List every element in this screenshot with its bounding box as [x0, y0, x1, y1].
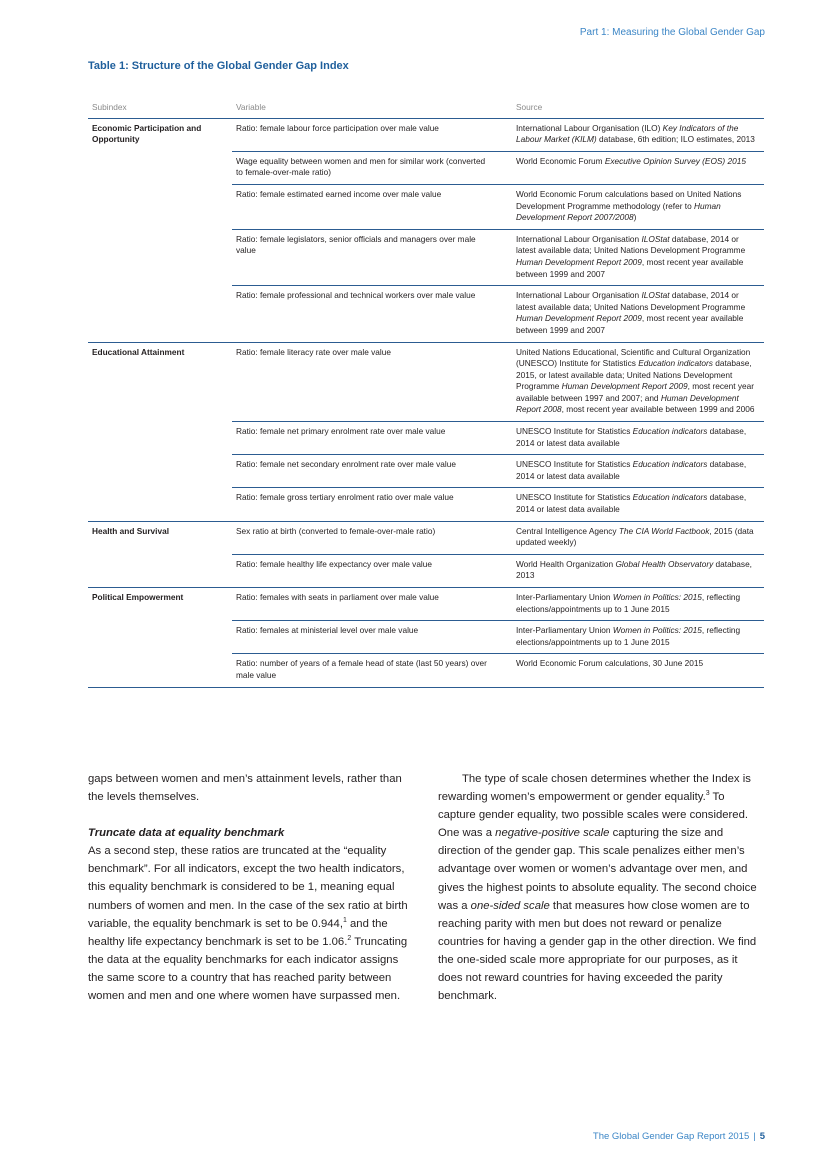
source-cell	[512, 151, 764, 184]
text-run: , reflecting elections/appointments up to 1 June 2015	[516, 592, 741, 614]
footnote-marker: 2	[347, 934, 352, 942]
source-cell	[512, 654, 764, 687]
italic-text-run: Education indicators	[632, 492, 708, 503]
text-run: database, 2014 or latest available data; United Nations Development Programme	[516, 290, 746, 312]
text-run: International Labour Organisation	[516, 233, 642, 244]
italic-text-run: Human Development Report 2009	[516, 256, 642, 267]
text-run: , 2015 (data updated weekly)	[516, 525, 754, 548]
text-run: UNESCO Institute for Statistics	[516, 426, 633, 437]
italic-text-run: Education indicators	[632, 459, 708, 470]
column-header-source: Source	[512, 99, 764, 118]
text-run: UNESCO Institute for Statistics	[516, 492, 633, 503]
italic-text-run: ILOStat	[641, 290, 670, 301]
variable-cell: Ratio: female literacy rate over male value	[232, 342, 512, 422]
variable-cell: Ratio: female net primary enrolment rate over male value	[232, 422, 512, 455]
column-header-variable: Variable	[232, 99, 512, 118]
italic-text-run: Human Development Report 2007/2008	[516, 200, 721, 223]
text-run: database, 2013	[516, 558, 752, 581]
running-head: Part 1: Measuring the Global Gender Gap	[579, 27, 765, 38]
text-run: gaps between women and men’s attainment levels, rather than the levels themselves.	[88, 773, 402, 804]
subindex-cell: Health and Survival	[88, 521, 232, 587]
text-run: World Economic Forum	[516, 155, 605, 166]
text-run: International Labour Organisation	[516, 290, 642, 301]
text-run: that measures how close women are to reaching parity with men but does not reward or penalize countries for having a gender gap in the other direction. We find the one-sided scale more appropriate for our purposes, as it does not reward countries for having exceeded the parity benchmark.	[438, 899, 757, 1003]
text-run: World Health Organization	[516, 558, 616, 569]
text-run: database, 2014 or latest data available	[516, 492, 747, 515]
italic-text-run: The CIA World Factbook	[618, 525, 710, 536]
text-run: Truncating the data at the equality benchmarks for each indicator assigns the same score to a country that has reached parity between women and men and one where women have surpassed men.	[88, 935, 408, 1003]
text-run: International Labour Organisation (ILO)	[516, 122, 663, 133]
text-run: Central Intelligence Agency	[516, 525, 619, 536]
footnote-marker: 1	[342, 916, 347, 924]
text-run: database, 2014 or latest available data; United Nations Development Programme	[516, 233, 746, 256]
text-run: )	[633, 212, 637, 223]
text-run: , most recent year available between 1997 and 2007; and	[516, 381, 754, 403]
text-run: and the healthy life expectancy benchmark is set to be 1.06.	[88, 917, 388, 948]
italic-text-run: Women in Politics: 2015	[612, 592, 702, 602]
source-cell	[512, 229, 764, 285]
variable-cell: Sex ratio at birth (converted to female-over-male ratio)	[232, 521, 512, 554]
index-structure-table	[88, 99, 764, 688]
subindex-cell: Economic Participation and Opportunity	[88, 118, 232, 342]
italic-text-run: Education indicators	[638, 358, 713, 369]
text-run: Inter-Parliamentary Union	[516, 592, 613, 602]
source-cell	[512, 554, 764, 587]
source-cell	[512, 521, 764, 554]
text-run: World Economic Forum calculations, 30 June 2015	[516, 658, 704, 669]
italic-text-run: Women in Politics: 2015	[612, 625, 702, 636]
text-run: database, 6th edition; ILO estimates, 2013	[596, 134, 755, 145]
page-footer	[593, 1131, 765, 1142]
text-run: , most recent year available between 1999 and 2006	[561, 404, 755, 415]
variable-cell: Ratio: female professional and technical workers over male value	[232, 286, 512, 342]
variable-cell: Ratio: female gross tertiary enrolment ratio over male value	[232, 488, 512, 521]
variable-cell: Ratio: number of years of a female head of state (last 50 years) over male value	[232, 654, 512, 687]
italic-text-run: Executive Opinion Survey (EOS) 2015	[604, 155, 746, 166]
table-row	[88, 588, 764, 621]
text-run: , most recent year available between 1999 and 2007	[516, 256, 744, 279]
table-header-row	[88, 99, 764, 118]
italic-text-run: ILOStat	[641, 233, 670, 244]
body-paragraph	[88, 770, 412, 806]
variable-cell: Ratio: female net secondary enrolment rate over male value	[232, 455, 512, 488]
text-run: As a second step, these ratios are truncated at the “equality benchmark”. For all indicators, except the two health indicators, this equality benchmark is considered to be 1, meaning equal numbers of women and men. In the case of the sex ratio at birth variable, the equality benchmark is set to be 0.944,	[88, 845, 408, 930]
body-paragraph	[88, 842, 412, 1005]
variable-cell: Ratio: female estimated earned income over male value	[232, 184, 512, 229]
italic-text-run: Key Indicators of the Labour Market (KILM)	[516, 122, 739, 145]
page-number: 5	[759, 1131, 765, 1142]
italic-text-run: one-sided scale	[470, 899, 550, 912]
body-paragraph	[438, 770, 762, 1005]
variable-cell: Ratio: females with seats in parliament over male value	[232, 588, 512, 621]
text-run: Inter-Parliamentary Union	[516, 625, 613, 636]
italic-text-run: negative-positive scale	[495, 827, 610, 840]
table-row	[88, 342, 764, 422]
table-body	[88, 118, 764, 687]
variable-cell: Wage equality between women and men for similar work (converted to female-over-male ratio)	[232, 151, 512, 184]
subindex-cell: Educational Attainment	[88, 342, 232, 521]
variable-cell: Ratio: female labour force participation over male value	[232, 118, 512, 151]
footnote-marker: 3	[705, 790, 710, 798]
text-run: , reflecting elections/appointments up to 1 June 2015	[516, 625, 741, 647]
source-cell	[512, 455, 764, 488]
text-run: , most recent year available between 1999 and 2007	[516, 313, 744, 335]
text-run: capturing the size and direction of the gender gap. This scale penalizes either men’s advantage over women or women’s advantage over men, and gives the highest points to absolute equality. The second choice was a	[438, 827, 757, 912]
italic-text-run: Education indicators	[632, 426, 708, 437]
text-run: The type of scale chosen determines whether the Index is rewarding women’s empowerment or gender equality.	[438, 773, 751, 804]
footer-separator: |	[753, 1131, 756, 1142]
italic-text-run: Human Development Report 2009	[516, 313, 642, 324]
source-cell	[512, 488, 764, 521]
variable-cell: Ratio: female healthy life expectancy over male value	[232, 554, 512, 587]
italic-text-run: Global Health Observatory	[615, 558, 714, 569]
text-run: World Economic Forum calculations based on United Nations Development Programme methodology (refer to	[516, 188, 742, 211]
body-column-right	[438, 770, 762, 1005]
text-run: UNESCO Institute for Statistics	[516, 459, 633, 470]
text-run: database, 2014 or latest data available	[516, 426, 747, 448]
source-cell	[512, 342, 764, 422]
text-run: Truncate data at equality benchmark	[88, 827, 285, 840]
variable-cell: Ratio: females at ministerial level over male value	[232, 621, 512, 654]
source-cell	[512, 118, 764, 151]
source-cell	[512, 184, 764, 229]
section-subheading	[88, 824, 412, 842]
subindex-cell: Political Empowerment	[88, 588, 232, 688]
table-title: Table 1: Structure of the Global Gender Gap Index	[88, 60, 349, 72]
source-cell	[512, 588, 764, 621]
table-row	[88, 521, 764, 554]
body-column-left	[88, 770, 412, 1005]
variable-cell: Ratio: female legislators, senior officials and managers over male value	[232, 229, 512, 285]
text-run: database, 2014 or latest data available	[516, 459, 747, 481]
source-cell	[512, 422, 764, 455]
source-cell	[512, 286, 764, 342]
italic-text-run: Human Development Report 2009	[561, 381, 688, 392]
text-run: To capture gender equality, two possible scales were considered. One was a	[438, 791, 749, 840]
italic-text-run: Human Development Report 2008	[516, 392, 739, 415]
text-run: United Nations Educational, Scientific and Cultural Organization (UNESCO) Institute for Statistics	[516, 346, 751, 369]
text-run: database, 2015, or latest available data; United Nations Development Programme	[516, 358, 752, 392]
table-row	[88, 118, 764, 151]
footer-report-title: The Global Gender Gap Report 2015	[592, 1131, 750, 1142]
column-header-subindex: Subindex	[88, 99, 232, 118]
source-cell	[512, 621, 764, 654]
